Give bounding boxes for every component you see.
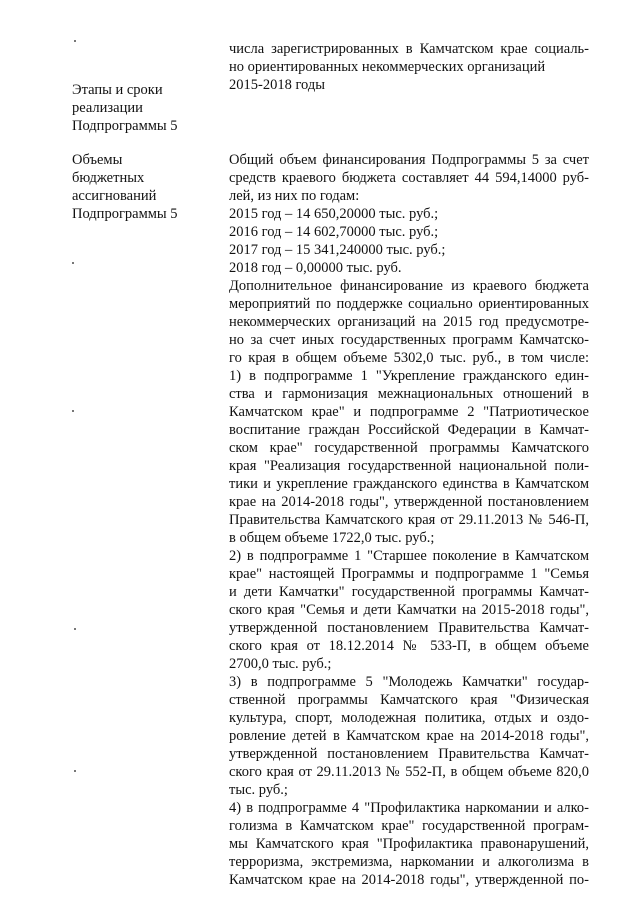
label-line: Объемы [72,152,123,168]
text-line: ства и гармонизация межнациональных отношений в [229,386,589,402]
text-line: некоммерческих организаций на 2015 год предусмотре- [229,314,589,330]
text-line: числа зарегистрированных в Камчатском крае социаль- [229,41,589,57]
scan-mark [72,262,74,264]
text-line: крае" настоящей Программы и подпрограмме 1 "Семья [229,566,589,582]
text-line: Дополнительное финансирование из краевого бюджета [229,278,589,294]
text-line: 2700,0 тыс. руб.; [229,656,332,672]
text-line: культура, спорт, молодежная политика, отдых и оздо- [229,710,589,726]
label-line: Подпрограммы 5 [72,206,178,222]
text-line: воспитание граждан Российской Федерации в Камчат- [229,422,589,438]
text-line: и дети Камчатки" государственной программы Камчат- [229,584,589,600]
text-line: 4) в подпрограмме 4 "Профилактика наркомании и алко- [229,800,589,816]
text-line: 2016 год – 14 602,70000 тыс. руб.; [229,224,439,240]
text-line: 2017 год – 15 341,240000 тыс. руб.; [229,242,446,258]
label-line: Подпрограммы 5 [72,118,178,134]
text-line: но ориентированных некоммерческих организаций [229,59,546,75]
text-line: Общий объем финансирования Подпрограммы 5 за счет [229,152,589,168]
stages-label [72,81,178,135]
text-line: го края в общем объеме 5302,0 тыс. руб., в том числе: [229,350,589,366]
text-line: Камчатском крае" и подпрограмме 2 "Патриотическое [229,404,589,420]
text-line: ском крае" государственной программы Камчатского [229,440,589,456]
scan-mark [74,770,76,772]
text-line: в общем объеме 1722,0 тыс. руб.; [229,530,435,546]
text-line: Камчатском крае на 2014-2018 годы", утвержденной по- [229,872,589,888]
text-line: крае на 2014-2018 годы", утвержденной постановлением [229,494,589,510]
text-line: 1) в подпрограмме 1 "Укрепление гражданского един- [229,368,589,384]
text-line: ского края от 29.11.2013 № 552-П, в общем объеме 820,0 [229,764,589,780]
text-line: мы Камчатского края "Профилактика правонарушений, [229,836,589,852]
text-line: 2018 год – 0,00000 тыс. руб. [229,260,402,276]
text-line: мероприятий по поддержке социально ориентированных [229,296,589,312]
label-line: бюджетных [72,170,145,186]
text-line: утвержденной постановлением Правительства Камчат- [229,620,589,636]
text-line: 2015-2018 годы [229,77,325,93]
label-line: Этапы и сроки [72,82,163,98]
label-line: ассигнований [72,188,157,204]
text-line: ственной программы Камчатского края "Физическая [229,692,589,708]
label-line: реализации [72,100,143,116]
text-line: Правительства Камчатского края от 29.11.2013 № 546-П, [229,512,589,528]
text-line: терроризма, экстремизма, наркомании и алкоголизма в [229,854,589,870]
text-line: ровление детей в Камчатском крае на 2014-2018 годы", [229,728,589,744]
finance-text [229,151,589,889]
text-line: средств краевого бюджета составляет 44 594,14000 руб- [229,170,589,186]
text-line: края "Реализация государственной национальной поли- [229,458,589,474]
scan-mark [74,40,76,42]
scan-mark [74,628,76,630]
text-line: 2) в подпрограмме 1 "Старшее поколение в Камчатском [229,548,589,564]
text-line: 2015 год – 14 650,20000 тыс. руб.; [229,206,439,222]
text-line: ского края "Семья и дети Камчатки на 2015-2018 годы", [229,602,589,618]
text-line: но за счет иных государственных программ Камчатско- [229,332,589,348]
text-line: тики и укрепление гражданского единства в Камчатском [229,476,589,492]
finance-label [72,151,178,223]
text-line: утвержденной постановлением Правительства Камчат- [229,746,589,762]
scan-mark [72,410,74,412]
goals-continuation-text [229,40,589,94]
text-line: тыс. руб.; [229,782,288,798]
text-line: 3) в подпрограмме 5 "Молодежь Камчатки" государ- [229,674,589,690]
text-line: лей, из них по годам: [229,188,360,204]
text-line: голизма в Камчатском крае" государственной програм- [229,818,589,834]
text-line: ского края от 18.12.2014 № 533-П, в общем объеме [229,638,589,654]
